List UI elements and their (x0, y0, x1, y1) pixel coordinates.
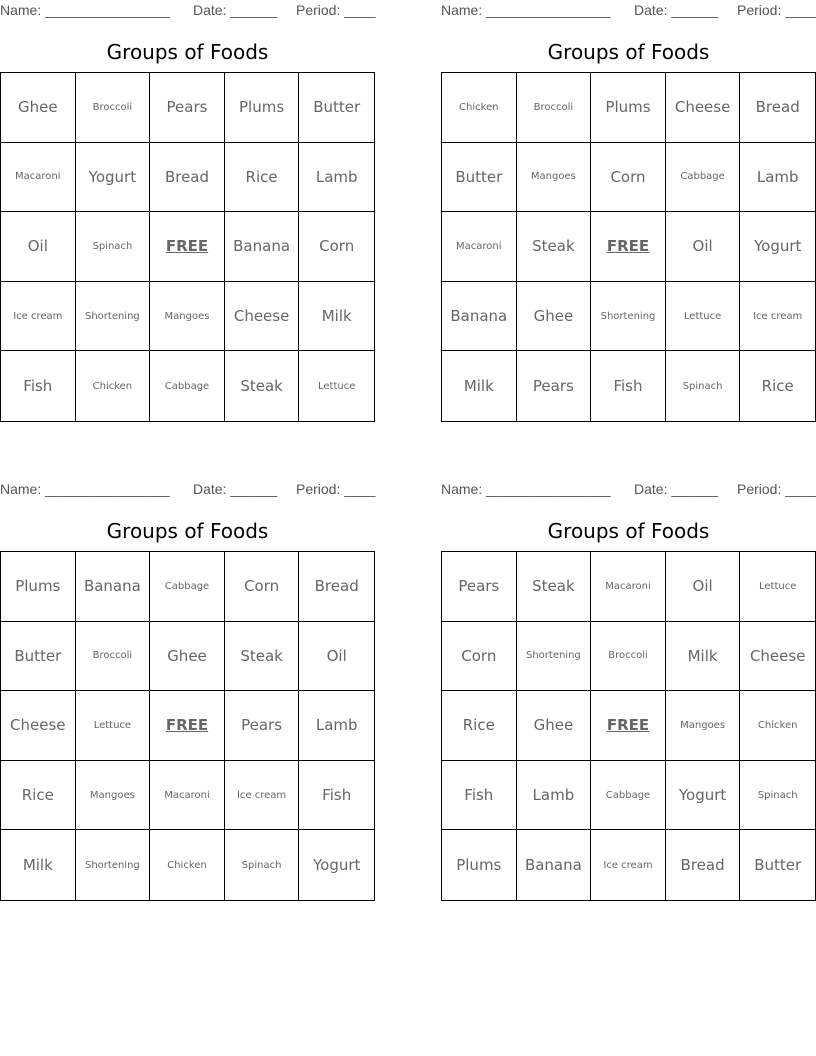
bingo-cell: Broccoli (517, 73, 592, 143)
bingo-cell: Spinach (76, 212, 151, 282)
bingo-cell: Pears (442, 552, 517, 622)
bingo-cell: Cheese (740, 622, 815, 692)
bingo-cell: Pears (150, 73, 225, 143)
bingo-cell: Macaroni (150, 761, 225, 831)
date-field: Date: ______ (634, 2, 719, 18)
bingo-cell: Lamb (299, 691, 374, 761)
card-header (441, 0, 816, 22)
bingo-cell: Corn (591, 143, 666, 213)
bingo-cell: Cabbage (591, 761, 666, 831)
bingo-cell: Ice cream (1, 282, 76, 352)
bingo-cell: Milk (442, 351, 517, 421)
bingo-cell: Steak (517, 552, 592, 622)
bingo-cell: Cabbage (150, 351, 225, 421)
bingo-cell: Lamb (299, 143, 374, 213)
bingo-grid (0, 72, 375, 422)
bingo-cell: Lettuce (666, 282, 741, 352)
bingo-cell: Milk (1, 830, 76, 900)
bingo-cell: Macaroni (591, 552, 666, 622)
bingo-cell: Plums (442, 830, 517, 900)
bingo-cell: Fish (442, 761, 517, 831)
bingo-grid (0, 551, 375, 901)
free-space: FREE (150, 212, 225, 282)
bingo-cell: Oil (1, 212, 76, 282)
bingo-cell: Macaroni (1, 143, 76, 213)
bingo-cell: Fish (299, 761, 374, 831)
bingo-cell: Oil (299, 622, 374, 692)
name-field: Name: ________________ (0, 2, 170, 18)
bingo-cell: Oil (666, 552, 741, 622)
bingo-cell: Butter (1, 622, 76, 692)
bingo-cell: Steak (225, 622, 300, 692)
bingo-cell: Ghee (517, 282, 592, 352)
bingo-cell: Yogurt (76, 143, 151, 213)
bingo-cell: Bread (666, 830, 741, 900)
bingo-cell: Ice cream (591, 830, 666, 900)
bingo-cell: Steak (225, 351, 300, 421)
bingo-cell: Shortening (76, 830, 151, 900)
card-header (441, 479, 816, 501)
card-header (0, 479, 380, 501)
bingo-cell: Milk (299, 282, 374, 352)
bingo-cell: Butter (754, 856, 802, 875)
bingo-cell: Spinach (740, 761, 815, 831)
bingo-cell: Lettuce (76, 691, 151, 761)
period-field: Period: ____ (737, 481, 816, 497)
bingo-cell: Ghee (517, 691, 592, 761)
bingo-cell: Lamb (740, 143, 815, 213)
card-header (0, 0, 380, 22)
card-title: Groups of Foods (106, 40, 269, 64)
date-field: Date: ______ (634, 481, 719, 497)
bingo-cell: Macaroni (442, 212, 517, 282)
bingo-cell: Rice (442, 691, 517, 761)
date-field: Date: ______ (193, 2, 278, 18)
bingo-cell: Lamb (517, 761, 592, 831)
bingo-cell: Butter (442, 143, 517, 213)
name-field: Name: ________________ (441, 481, 611, 497)
bingo-cell: Fish (1, 351, 76, 421)
card-title: Groups of Foods (547, 519, 710, 543)
bingo-cell: Ice cream (225, 761, 300, 831)
bingo-cell: Steak (517, 212, 592, 282)
bingo-cell: Banana (442, 282, 517, 352)
bingo-cell: Chicken (740, 691, 815, 761)
bingo-cell: Plums (1, 552, 76, 622)
bingo-cell: Mangoes (150, 282, 225, 352)
bingo-cell: Shortening (517, 622, 592, 692)
bingo-cell: Chicken (76, 351, 151, 421)
bingo-cell: Cabbage (150, 552, 225, 622)
bingo-cell: Bread (150, 143, 225, 213)
bingo-cell: Shortening (76, 282, 151, 352)
bingo-cell: Shortening (591, 282, 666, 352)
card-title: Groups of Foods (106, 519, 269, 543)
bingo-cell: Yogurt (666, 761, 741, 831)
bingo-cell: Rice (761, 377, 794, 396)
bingo-cell: Plums (591, 73, 666, 143)
bingo-cell: Pears (225, 691, 300, 761)
bingo-cell: Cheese (666, 73, 741, 143)
bingo-cell: Fish (591, 351, 666, 421)
free-space: FREE (150, 691, 225, 761)
date-field: Date: ______ (193, 481, 278, 497)
bingo-cell: Rice (1, 761, 76, 831)
bingo-cell: Corn (442, 622, 517, 692)
bingo-cell: Butter (299, 73, 374, 143)
free-space: FREE (591, 691, 666, 761)
bingo-cell: Mangoes (666, 691, 741, 761)
bingo-cell: Broccoli (591, 622, 666, 692)
period-field: Period: ____ (296, 481, 376, 497)
bingo-cell: Yogurt (312, 856, 361, 875)
bingo-grid (441, 551, 816, 901)
bingo-cell: Cheese (1, 691, 76, 761)
bingo-cell: Spinach (666, 351, 741, 421)
name-field: Name: ________________ (441, 2, 611, 18)
bingo-cell: Pears (517, 351, 592, 421)
bingo-cell: Banana (76, 552, 151, 622)
bingo-cell: Cabbage (666, 143, 741, 213)
bingo-cell: Ice cream (740, 282, 815, 352)
bingo-cell: Bread (299, 552, 374, 622)
bingo-cell: Mangoes (76, 761, 151, 831)
bingo-cell: Chicken (442, 73, 517, 143)
name-field: Name: ________________ (0, 481, 170, 497)
free-space: FREE (591, 212, 666, 282)
bingo-cell: Corn (299, 212, 374, 282)
bingo-grid (441, 72, 816, 422)
period-field: Period: ____ (296, 2, 376, 18)
bingo-cell: Lettuce (317, 380, 356, 392)
bingo-cell: Spinach (225, 830, 300, 900)
bingo-cell: Bread (740, 73, 815, 143)
bingo-cell: Cheese (225, 282, 300, 352)
bingo-cell: Lettuce (740, 552, 815, 622)
bingo-cell: Corn (225, 552, 300, 622)
period-field: Period: ____ (737, 2, 816, 18)
bingo-cell: Oil (666, 212, 741, 282)
bingo-cell: Milk (666, 622, 741, 692)
bingo-cell: Ghee (1, 73, 76, 143)
bingo-cell: Broccoli (76, 73, 151, 143)
bingo-cell: Banana (225, 212, 300, 282)
bingo-cell: Ghee (150, 622, 225, 692)
bingo-cell: Rice (225, 143, 300, 213)
card-title: Groups of Foods (547, 40, 710, 64)
bingo-cell: Yogurt (740, 212, 815, 282)
bingo-cell: Chicken (150, 830, 225, 900)
bingo-cell: Broccoli (76, 622, 151, 692)
bingo-cell: Mangoes (517, 143, 592, 213)
bingo-cell: Plums (225, 73, 300, 143)
bingo-cell: Banana (517, 830, 592, 900)
